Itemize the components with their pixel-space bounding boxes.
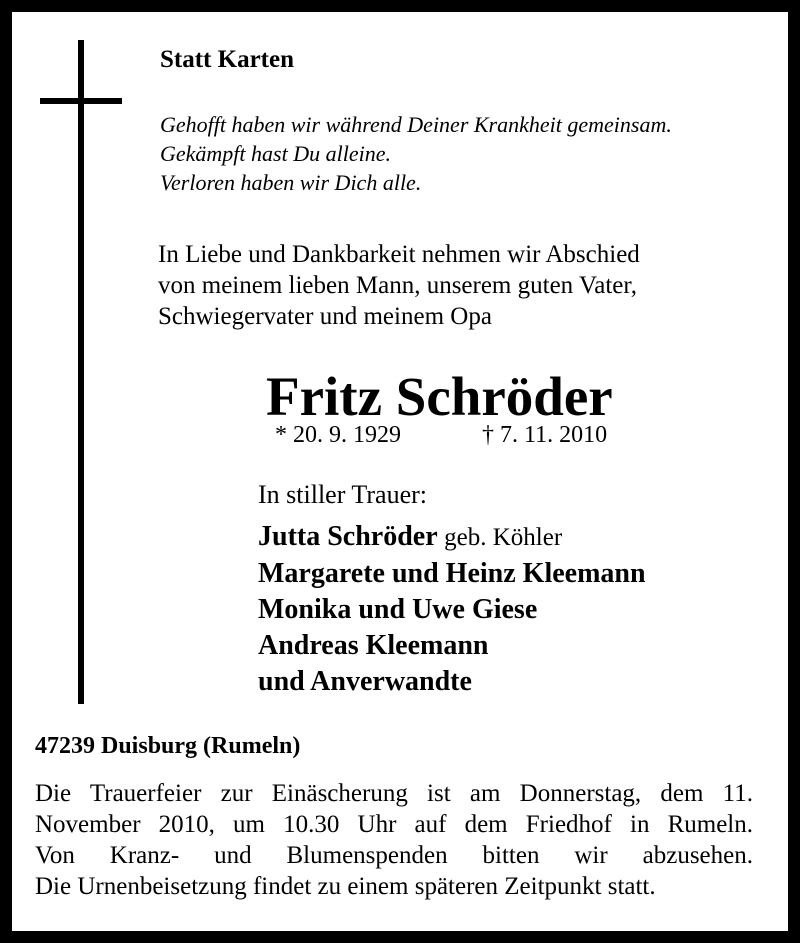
quote-line: Gekämpft hast Du alleine. [160,141,391,166]
intro-line: In Liebe und Dankbarkeit nehmen wir Abschied [158,241,640,268]
details-line: Die Urnenbeisetzung findet zu einem späteren Zeitpunkt statt. [35,873,656,900]
mourner-line: und Anverwandte [258,666,472,697]
mourner-line: Andreas Kleemann [258,630,489,661]
header-title: Statt Karten [160,46,294,73]
mourners-list [258,519,646,700]
death-date: † 7. 11. 2010 [482,422,608,448]
mourner-line [258,519,646,556]
quote-line: Verloren haben wir Dich alle. [160,170,422,195]
deceased-name: Fritz Schröder [266,366,613,427]
intro-text [158,239,640,332]
quote-line: Gehofft haben wir während Deiner Krankheit gemeinsam. [160,112,672,137]
ceremony-details [35,778,753,902]
details-line: November 2010, um 10.30 Uhr auf dem Friedhof in Rumeln. [35,811,753,838]
intro-line: Schwiegervater und meinem Opa [158,303,492,330]
cross-vertical-bar [78,40,84,704]
details-line: Von Kranz- und Blumenspenden bitten wir abzusehen. [35,842,753,869]
intro-line: von meinem lieben Mann, unserem guten Vater, [158,272,637,299]
cross-horizontal-bar [40,98,122,104]
city-location: 47239 Duisburg (Rumeln) [35,733,301,759]
mourner-line: Margarete und Heinz Kleemann [258,558,646,589]
mourning-label: In stiller Trauer: [258,480,427,509]
birth-date: * 20. 9. 1929 [275,422,401,448]
quote-block [160,110,672,197]
mourner-maiden-name: geb. Köhler [444,524,563,551]
mourner-line: Monika und Uwe Giese [258,594,538,625]
details-line: Die Trauerfeier zur Einäscherung ist am Donnerstag, dem 11. [35,780,753,807]
mourner-name: Jutta Schröder [258,521,438,552]
